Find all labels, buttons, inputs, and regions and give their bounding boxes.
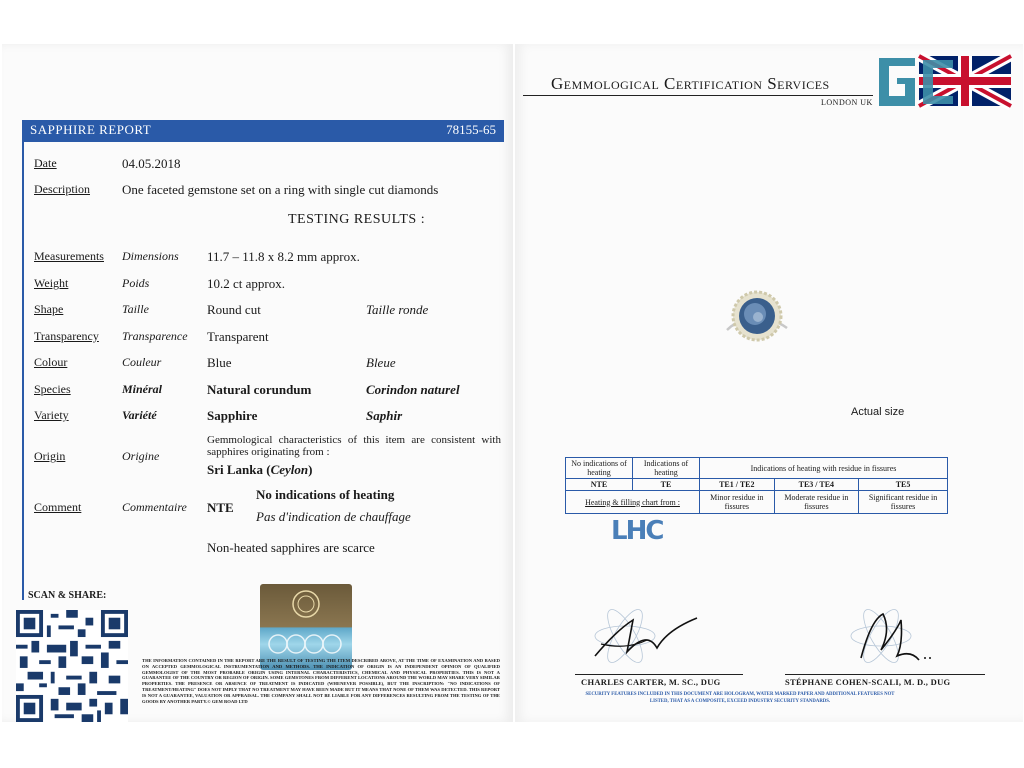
- origin-country: Sri Lanka (: [207, 462, 271, 477]
- row-label: Measurements: [34, 249, 104, 263]
- table-cell: Indications of heating: [633, 458, 700, 479]
- table-cell: Minor residue in fissures: [700, 491, 775, 514]
- row-label-fr: Taille: [122, 302, 149, 316]
- certifier-page: [515, 44, 1023, 722]
- origin-paren: ): [308, 462, 313, 477]
- table-cell: Moderate residue in fissures: [774, 491, 858, 514]
- title-rule: [523, 95, 873, 96]
- qr-code[interactable]: [16, 610, 128, 722]
- origin-value: [207, 462, 312, 478]
- date-label: Date: [34, 156, 57, 170]
- row-label-fr: Transparence: [122, 329, 188, 343]
- table-cell: Indications of heating with residue in fissures: [700, 458, 948, 479]
- signature-carter: [587, 600, 717, 672]
- testing-results-heading: TESTING RESULTS :: [288, 212, 426, 227]
- heating-chart: [565, 457, 948, 514]
- row-label: Shape: [34, 302, 64, 316]
- transparency-value: Transparent: [207, 329, 269, 344]
- weight-value: 10.2 ct approx.: [207, 276, 285, 291]
- report-header-bar: [22, 120, 504, 142]
- date-value: 04.05.2018: [122, 156, 181, 171]
- company-location: LONDON UK: [821, 98, 873, 107]
- shape-value-fr: Taille ronde: [366, 302, 429, 317]
- footnote: Non-heated sapphires are scarce: [207, 540, 375, 555]
- measurements-value: 11.7 – 11.8 x 8.2 mm approx.: [207, 249, 360, 264]
- comment-value-fr: Pas d'indication de chauffage: [256, 509, 411, 524]
- row-label: Colour: [34, 355, 68, 369]
- company-name: Gemmological Certification Services: [551, 74, 830, 93]
- variety-value-fr: Saphir: [366, 408, 403, 423]
- description-label: Description: [34, 182, 90, 196]
- actual-size-label: Actual size: [851, 406, 905, 418]
- comment-label: Comment: [34, 500, 82, 514]
- signer-carter: CHARLES CARTER, M. SC., DUG: [581, 677, 721, 687]
- description-value: One faceted gemstone set on a ring with single cut diamonds: [122, 182, 439, 197]
- shape-value: Round cut: [207, 302, 261, 317]
- comment-code: NTE: [207, 500, 234, 515]
- table-cell: NTE: [566, 479, 633, 491]
- signature-rule: [785, 674, 985, 675]
- signer-cohen-scali: STÉPHANE COHEN-SCALI, M. D., DUG: [785, 677, 951, 687]
- report-content: [22, 142, 506, 600]
- legal-disclaimer: THE INFORMATION CONTAINED IN THE REPORT ARE THE RESULT OF TESTING THE ITEM DESCRIBED ABOVE, AT THE TIME OF EXAMINATION AND BASED ON ACCEPTED GEMMOLOGICAL INSTRUMENTATION AND METHODS. THE INDICATION OF ORIGIN IS AN INDEPENDENT OPINION OF QUALIFIED GEMMOLOGIST OF THE MOST PROBABLE ORIGIN USING INTERNAL CHARACTERISTICS, CHEMICAL AND PHYSICAL PROPERTIES. THIS IS NOT A GUARANTEE OF THE COUNTRY OR REGION OF ORIGIN. SOME GEMSTONES FROM DIFFERENT LOCATIONS AROUND THE WORLD MAY SHARE VERY SIMILAR PROPERTIES. THE PRESENCE OR ABSENCE OF TREATMENT IS INDICATED (WHENEVER POSSIBLE), BUT THE INSCRIPTION: "NO INDICATIONS OF TREATMENT/HEATING" DOES NOT IMPLY THAT NO TREATMENT MAY HAVE BEEN MADE BUT IT MEANS THAT NONE OF THEM WAS DETECTED. THIS REPORT IS NOT A GUARANTEE, VALUATION OR APPRAISAL. THE COMPANY SHALL NOT BE LIABLE FOR ANY DIFFERENCES RESULTING FROM THE TESTING OF THE GOODS BY ANOTHER PARTY.© GEM ROAD LTD: [142, 658, 500, 704]
- table-cell: No indications of heating: [566, 458, 633, 479]
- comment-label-fr: Commentaire: [122, 500, 187, 514]
- row-label-fr: Variété: [122, 408, 157, 422]
- signature-rule: [575, 674, 743, 675]
- gcs-logo: [875, 52, 1015, 110]
- table-cell: Significant residue in fissures: [859, 491, 948, 514]
- row-label: Species: [34, 382, 71, 396]
- row-label-fr: Dimensions: [122, 249, 179, 263]
- report-page: [2, 44, 513, 722]
- row-label: Transparency: [34, 329, 99, 343]
- row-label-fr: Couleur: [122, 355, 162, 369]
- ring-image: [725, 288, 789, 344]
- species-value-fr: Corindon naturel: [366, 382, 460, 397]
- row-label: Variety: [34, 408, 69, 422]
- colour-value: Blue: [207, 355, 232, 370]
- lhc-logo: LHC: [611, 516, 663, 546]
- origin-text: Gemmological characteristics of this item are consistent with sapphires originating from :: [207, 434, 501, 458]
- row-label-fr: Minéral: [122, 382, 163, 396]
- origin-label: Origin: [34, 449, 66, 463]
- variety-value: Sapphire: [207, 408, 258, 423]
- origin-label-fr: Origine: [122, 449, 160, 463]
- colour-value-fr: Bleue: [366, 355, 396, 370]
- table-cell: TE: [633, 479, 700, 491]
- species-value: Natural corundum: [207, 382, 312, 397]
- security-note: SECURITY FEATURES INCLUDED IN THIS DOCUMENT ARE HOLOGRAM, WATER MARKED PAPER AND ADDITIONAL FEATURES NOT LISTED, THAT AS A COMPOSITE, EXCEED INDUSTRY SECURITY STANDARDS.: [585, 692, 895, 704]
- report-title: SAPPHIRE REPORT: [30, 122, 152, 137]
- row-label-fr: Poids: [122, 276, 150, 290]
- comment-value: No indications of heating: [256, 487, 395, 502]
- row-label: Weight: [34, 276, 69, 290]
- scan-share-label: SCAN & SHARE:: [28, 590, 107, 601]
- signature-cohen-scali: [841, 600, 941, 672]
- table-cell: TE5: [859, 479, 948, 491]
- origin-region: Ceylon: [270, 462, 309, 477]
- table-cell: TE1 / TE2: [700, 479, 775, 491]
- table-cell: TE3 / TE4: [774, 479, 858, 491]
- table-cell: Heating & filling chart from :: [566, 491, 700, 514]
- report-number: 78155-65: [446, 122, 496, 137]
